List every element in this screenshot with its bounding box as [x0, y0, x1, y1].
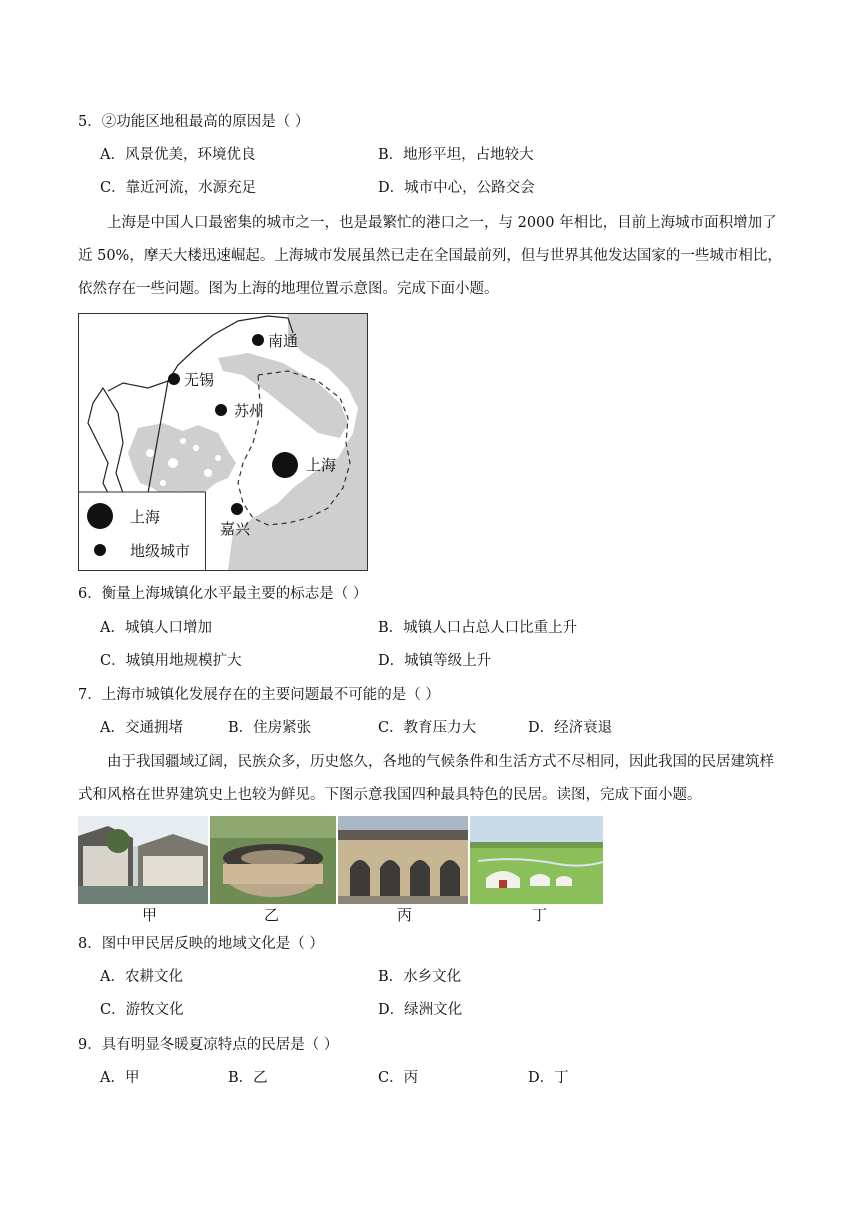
- passage-shanghai: 上海是中国人口最密集的城市之一，也是最繁忙的港口之一，与 2000 年相比，目前上海城市面积增加了近 50%，摩天大楼迅速崛起。上海城市发展虽然已走在全国最前列，但与世界其他发达国家的一些城市相比，依然存在一些问题。图为上海的地理位置示意图。完成下面小题。: [78, 215, 782, 297]
- caption-jia: 甲: [142, 906, 158, 924]
- legend-small-label: 地级城市: [130, 542, 191, 560]
- caption-yi: 乙: [264, 906, 280, 924]
- q8-stem: 8．图中甲民居反映的地域文化是（ ）: [78, 936, 324, 952]
- q8-option-a: A．农耕文化: [100, 969, 183, 985]
- q9-stem: 9．具有明显冬暖夏凉特点的民居是（ ）: [78, 1037, 339, 1053]
- q5-option-c: C．靠近河流，水源充足: [100, 180, 257, 196]
- q9-option-c: C．丙: [378, 1070, 419, 1086]
- q6-option-a: A．城镇人口增加: [100, 620, 212, 636]
- city-label-nantong: 南通: [268, 332, 299, 350]
- q6-option-c: C．城镇用地规模扩大: [100, 653, 242, 669]
- q7-option-d: D．经济衰退: [528, 720, 613, 736]
- legend-small-dot: [94, 544, 106, 556]
- caption-bing: 丙: [397, 906, 413, 924]
- q5-option-a: A．风景优美，环境优良: [100, 147, 256, 163]
- q7-option-b: B．住房紧张: [228, 720, 312, 736]
- city-label-suzhou: 苏州: [234, 402, 265, 420]
- city-label-wuxi: 无锡: [184, 371, 215, 389]
- passage-dwellings: 由于我国疆域辽阔，民族众多，历史悠久，各地的气候条件和生活方式不尽相同，因此我国的民居建筑样式和风格在世界建筑史上也较为鲜见。下图示意我国四种最具特色的民居。读图，完成下面小题。: [78, 754, 774, 803]
- q7-option-c: C．教育压力大: [378, 720, 477, 736]
- photo-bing-cave: [338, 816, 468, 904]
- q5-option-b: B．地形平坦，占地较大: [378, 147, 534, 163]
- q9-option-a: A．甲: [100, 1070, 140, 1086]
- q9-option-b: B．乙: [228, 1070, 268, 1086]
- photo-yi-tulou: [210, 816, 336, 904]
- q5-option-d: D．城市中心，公路交会: [378, 180, 535, 196]
- q8-option-b: B．水乡文化: [378, 969, 462, 985]
- photo-ding-yurt: [470, 816, 603, 904]
- q9-option-d: D．丁: [528, 1070, 569, 1086]
- city-label-shanghai: 上海: [306, 456, 337, 474]
- q6-stem: 6．衡量上海城镇化水平最主要的标志是（ ）: [78, 586, 368, 602]
- q7-option-a: A．交通拥堵: [100, 720, 183, 736]
- city-label-jiaxing: 嘉兴: [220, 520, 251, 538]
- legend-big-dot: [87, 503, 113, 529]
- q8-option-c: C．游牧文化: [100, 1002, 184, 1018]
- q6-option-b: B．城镇人口占总人口比重上升: [378, 620, 578, 636]
- shanghai-location-map: [78, 313, 368, 571]
- q8-option-d: D．绿洲文化: [378, 1002, 463, 1018]
- q6-option-d: D．城镇等级上升: [378, 653, 492, 669]
- q7-stem: 7．上海市城镇化发展存在的主要问题最不可能的是（ ）: [78, 687, 440, 703]
- legend-big-label: 上海: [130, 508, 161, 526]
- caption-ding: 丁: [532, 906, 548, 924]
- q5-stem: 5．②功能区地租最高的原因是（ ）: [78, 114, 310, 130]
- photo-jia-water-town: [78, 816, 208, 904]
